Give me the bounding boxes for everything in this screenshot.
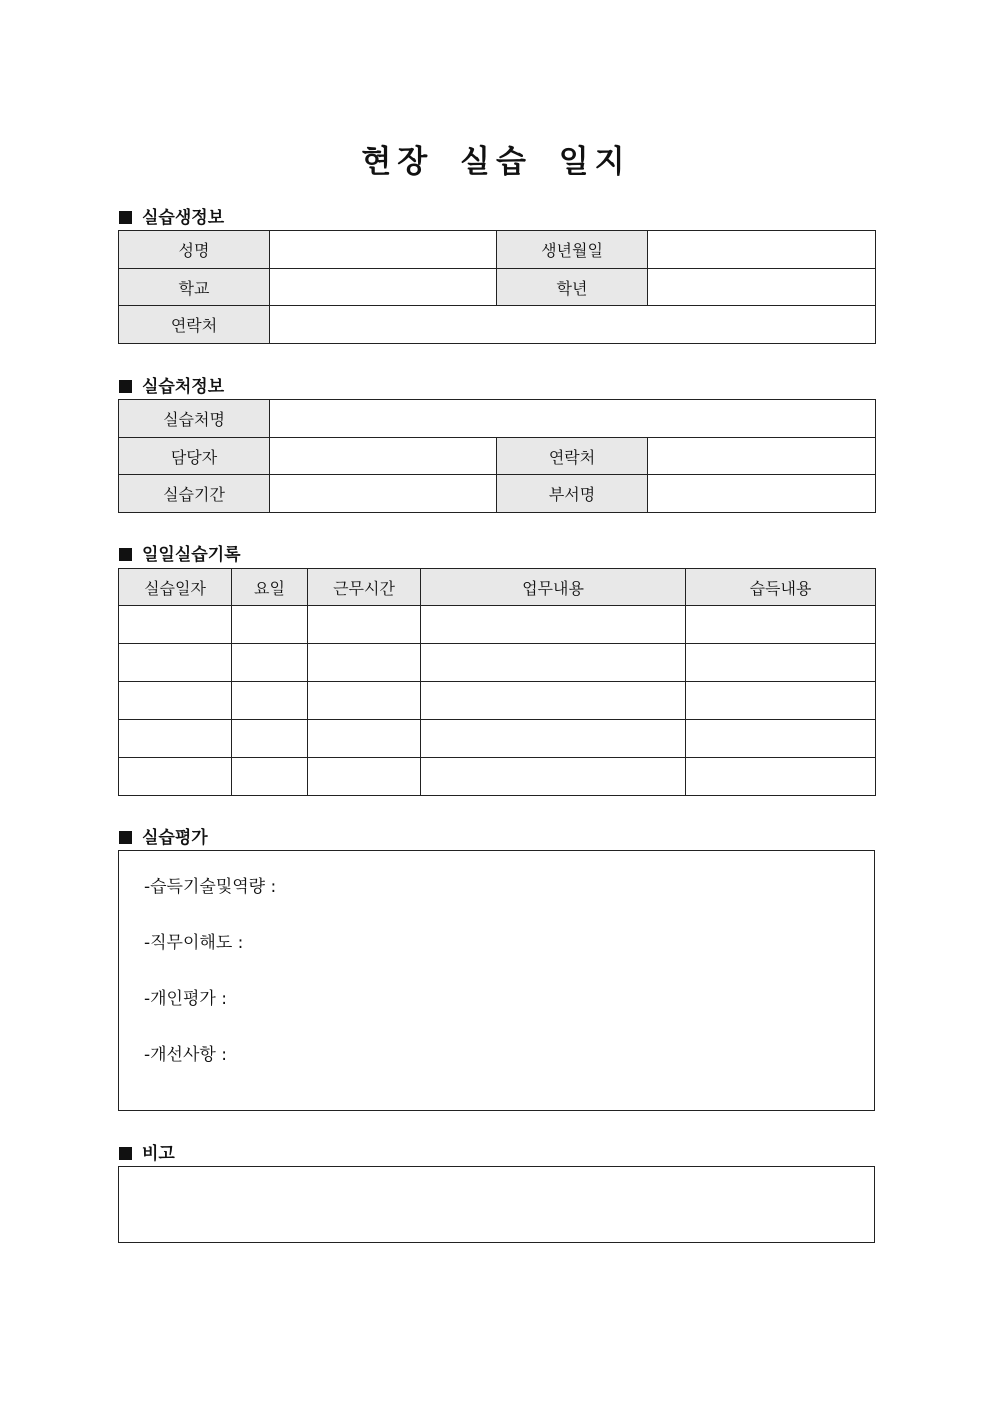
learned-cell[interactable] <box>686 720 876 758</box>
understanding-line: -직무이해도 : <box>144 933 244 953</box>
tasks-cell[interactable] <box>421 682 686 720</box>
square-bullet-icon <box>119 831 132 844</box>
tasks-cell[interactable] <box>421 644 686 682</box>
square-bullet-icon <box>119 548 132 561</box>
square-bullet-icon <box>119 211 132 224</box>
section-student-info <box>119 203 224 228</box>
school-field[interactable] <box>270 269 497 306</box>
hours-cell[interactable] <box>308 606 421 644</box>
self-evaluation-line: -개인평가 : <box>144 989 227 1009</box>
department-field[interactable] <box>648 475 876 513</box>
evaluation-box[interactable] <box>118 850 875 1111</box>
skills-line: -습득기술및역량 : <box>144 877 277 897</box>
site-name-label: 실습처명 <box>119 400 270 438</box>
birth-label: 생년월일 <box>497 231 648 269</box>
weekday-cell[interactable] <box>232 720 308 758</box>
learned-cell[interactable] <box>686 682 876 720</box>
table-row <box>119 758 876 796</box>
learned-cell[interactable] <box>686 644 876 682</box>
section-remarks <box>119 1139 175 1164</box>
column-header: 습득내용 <box>686 569 876 606</box>
hours-cell[interactable] <box>308 758 421 796</box>
remarks-box[interactable] <box>118 1166 875 1243</box>
hours-cell[interactable] <box>308 644 421 682</box>
department-label: 부서명 <box>497 475 648 513</box>
site-info-table <box>118 399 876 513</box>
period-label: 실습기간 <box>119 475 270 513</box>
table-row <box>119 644 876 682</box>
hours-cell[interactable] <box>308 720 421 758</box>
square-bullet-icon <box>119 380 132 393</box>
learned-cell[interactable] <box>686 606 876 644</box>
column-header: 근무시간 <box>308 569 421 606</box>
weekday-cell[interactable] <box>232 682 308 720</box>
section-title: 실습평가 <box>142 828 208 848</box>
section-daily-log <box>119 540 241 565</box>
name-label: 성명 <box>119 231 270 269</box>
date-cell[interactable] <box>119 758 232 796</box>
date-cell[interactable] <box>119 682 232 720</box>
column-header: 실습일자 <box>119 569 232 606</box>
manager-label: 담당자 <box>119 438 270 475</box>
grade-label: 학년 <box>497 269 648 306</box>
period-field[interactable] <box>270 475 497 513</box>
section-title: 실습생정보 <box>142 208 225 228</box>
tasks-cell[interactable] <box>421 720 686 758</box>
tasks-cell[interactable] <box>421 606 686 644</box>
section-title: 비고 <box>142 1144 175 1164</box>
hours-cell[interactable] <box>308 682 421 720</box>
date-cell[interactable] <box>119 644 232 682</box>
square-bullet-icon <box>119 1147 132 1160</box>
table-row <box>119 606 876 644</box>
column-header: 요일 <box>232 569 308 606</box>
student-info-table <box>118 230 876 344</box>
table-row <box>119 682 876 720</box>
contact-field[interactable] <box>270 306 876 344</box>
weekday-cell[interactable] <box>232 644 308 682</box>
improvement-line: -개선사항 : <box>144 1045 227 1065</box>
birth-field[interactable] <box>648 231 876 269</box>
date-cell[interactable] <box>119 606 232 644</box>
table-row <box>119 720 876 758</box>
page-title: 현장 실습 일지 <box>361 144 631 180</box>
manager-field[interactable] <box>270 438 497 475</box>
weekday-cell[interactable] <box>232 606 308 644</box>
tasks-cell[interactable] <box>421 758 686 796</box>
grade-field[interactable] <box>648 269 876 306</box>
section-evaluation <box>119 823 208 848</box>
school-label: 학교 <box>119 269 270 306</box>
column-header: 업무내용 <box>421 569 686 606</box>
site-contact-label: 연락처 <box>497 438 648 475</box>
section-title: 실습처정보 <box>142 377 225 397</box>
site-name-field[interactable] <box>270 400 876 438</box>
learned-cell[interactable] <box>686 758 876 796</box>
name-field[interactable] <box>270 231 497 269</box>
section-site-info <box>119 372 224 397</box>
site-contact-field[interactable] <box>648 438 876 475</box>
weekday-cell[interactable] <box>232 758 308 796</box>
date-cell[interactable] <box>119 720 232 758</box>
section-title: 일일실습기록 <box>142 545 241 565</box>
daily-log-table <box>118 568 876 796</box>
contact-label: 연락처 <box>119 306 270 344</box>
